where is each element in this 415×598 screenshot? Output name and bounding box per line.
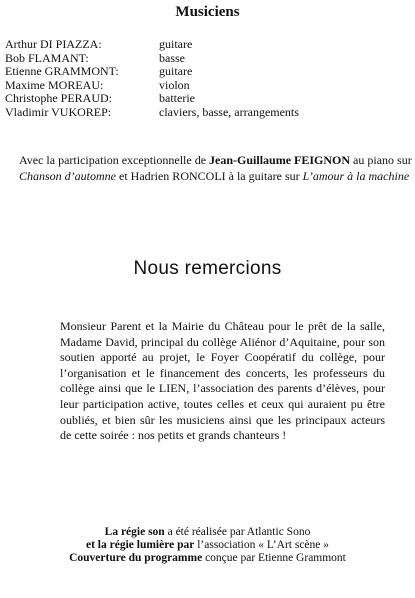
credit-text: l’association « L’Art scène » — [194, 539, 330, 552]
roster-row — [5, 65, 405, 79]
roster-row — [5, 52, 405, 66]
musician-role: claviers, basse, arrangements — [159, 104, 299, 119]
credit-label: La régie son — [104, 526, 165, 538]
thanks-paragraph: Monsieur Parent et la Mairie du Château pour le prêt de la salle, Madame David, principal du collège Aliénor d’Aquitaine, pour son soutien apporté au projet, le Foyer Coopératif du collège, pour l’organisation et le financement des concerts, les professeurs du collège ainsi que le LIEN, l’association des parents d’élèves, pour leur participation active, toutes celles et ceux qui auraient pu être oubliés, et bien sûr les musiciens ainsi que les principaux acteurs de cette soirée : nos petits et grands chanteurs ! — [60, 319, 385, 443]
musician-name: Christophe PERAUD: — [5, 91, 113, 106]
credit-text: a été réalisée par Atlantic Sono — [164, 526, 311, 538]
musician-role: batterie — [159, 91, 195, 106]
roster-row — [5, 92, 405, 106]
participation-paragraph — [19, 153, 414, 184]
song-title: L’amour à la machine — [302, 168, 410, 183]
credit-text: conçue par Etienne Grammont — [202, 552, 346, 565]
thanks-title: Nous remercions — [133, 258, 282, 279]
credit-line — [0, 526, 415, 539]
musician-name: Arthur DI PIAZZA: — [5, 37, 102, 51]
credit-label: et la régie lumière par — [85, 539, 195, 552]
musician-role: basse — [159, 50, 185, 65]
musician-role: violon — [159, 77, 190, 92]
credit-label: Couverture du programme — [69, 552, 203, 565]
credit-line — [0, 552, 415, 565]
pianist-name: Jean-Guillaume FEIGNON — [209, 153, 351, 167]
credits-block — [0, 526, 415, 566]
roster-row — [5, 106, 405, 120]
musician-name: Bob FLAMANT: — [5, 50, 89, 65]
credit-line — [0, 539, 415, 552]
musician-name: Vladimir VUKOREP: — [5, 104, 112, 119]
musician-name: Maxime MOREAU: — [5, 77, 104, 92]
musician-roster — [5, 38, 405, 120]
roster-row — [5, 79, 405, 93]
song-title: Chanson d’automne — [19, 168, 116, 183]
musician-name: Etienne GRAMMONT: — [5, 64, 119, 79]
musician-role: guitare — [159, 37, 193, 51]
participation-intro: Avec la participation exceptionnelle de — [19, 153, 210, 167]
participation-text: et Hadrien RONCOLI à la guitare sur — [116, 168, 303, 183]
roster-row — [5, 38, 405, 52]
participation-text: au piano sur — [350, 153, 412, 167]
musiciens-title: Musiciens — [175, 4, 240, 20]
musician-role: guitare — [159, 64, 193, 79]
